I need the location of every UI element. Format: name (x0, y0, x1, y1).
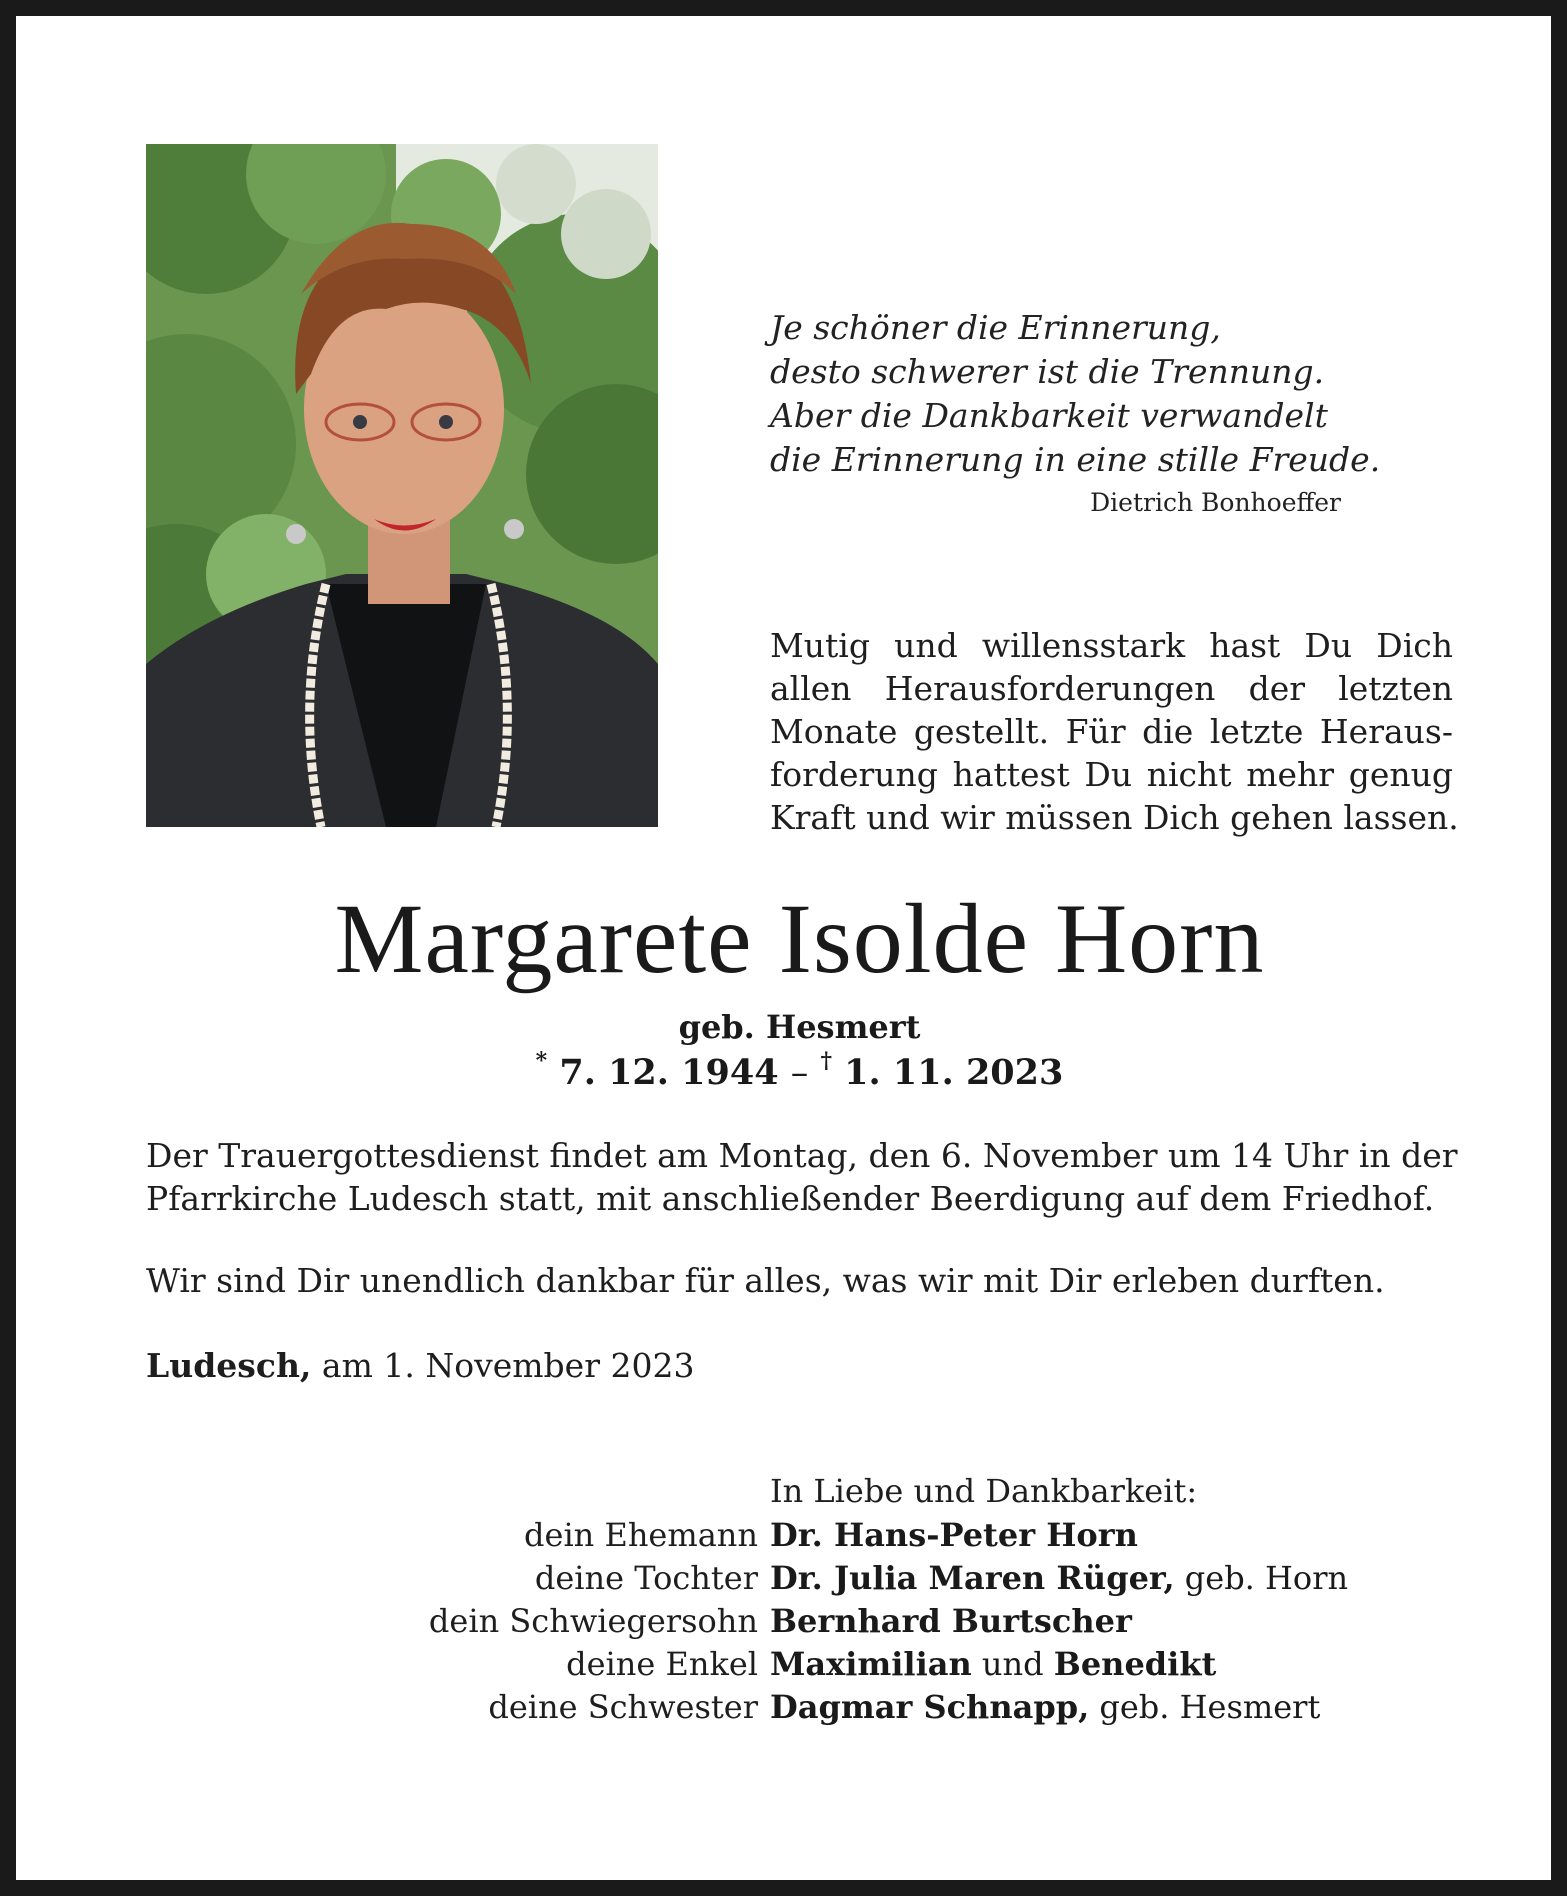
deceased-name: Margarete Isolde Horn (334, 883, 1265, 994)
mourner-name-group (770, 1688, 1320, 1726)
mourner-relation: deine Schwester (488, 1688, 758, 1726)
place-date-text: am 1. November 2023 (321, 1346, 695, 1385)
place-town: Ludesch, (146, 1346, 312, 1385)
mourner-relation: dein Ehemann (524, 1516, 758, 1554)
mourner-name-group (770, 1602, 1132, 1640)
quote-line: desto schwerer ist die Trennung. (770, 352, 1325, 391)
death-symbol: † (820, 1048, 832, 1074)
mourner-row (16, 1559, 1567, 1602)
mourner-row (16, 1688, 1567, 1731)
funeral-service-info (146, 1134, 1466, 1220)
mourner-suffix: geb. Hesmert (1099, 1688, 1321, 1726)
place-date (146, 1346, 694, 1385)
mourners-list (16, 1516, 1567, 1731)
memorial-quote (770, 306, 1381, 482)
mourner-name: Maximilian (770, 1645, 972, 1683)
mourner-relation: deine Tochter (534, 1559, 758, 1597)
tribute-line: forderung hattest Du nicht mehr genug (770, 755, 1453, 794)
mourner-name: Bernhard Burtscher (770, 1602, 1132, 1640)
mourner-suffix: geb. Horn (1184, 1559, 1349, 1597)
portrait-photo (146, 144, 658, 827)
mourner-name-group (770, 1645, 1216, 1683)
tribute-line: allen Herausforderungen der letzten (770, 669, 1453, 708)
mourner-row (16, 1645, 1567, 1688)
mourner-name-group (770, 1516, 1138, 1554)
mourner-relation: deine Enkel (566, 1645, 758, 1683)
closing-line: In Liebe und Dankbarkeit: (770, 1472, 1198, 1510)
date-separator: – (790, 1053, 809, 1093)
mourner-name: Dagmar Schnapp, (770, 1688, 1090, 1726)
death-date: 1. 11. 2023 (844, 1052, 1064, 1093)
mourner-row (16, 1602, 1567, 1645)
mourner-conjunction: und (981, 1645, 1044, 1683)
birth-symbol: * (535, 1048, 548, 1074)
quote-author: Dietrich Bonhoeffer (1090, 488, 1341, 517)
quote-line: die Erinnerung in eine stille Freude. (770, 440, 1381, 479)
tribute-line: Kraft und wir müssen Dich gehen lassen. (770, 798, 1459, 837)
maiden-name: geb. Hesmert (678, 1008, 921, 1046)
tribute-line: Mutig und willensstark hast Du Dich (770, 626, 1453, 665)
mourner-name-group (770, 1559, 1348, 1597)
mourner-name: Dr. Julia Maren Rüger, (770, 1559, 1175, 1597)
tribute-text (770, 624, 1459, 839)
quote-line: Je schöner die Erinnerung, (770, 308, 1221, 347)
life-dates (16, 1048, 1567, 1093)
service-line: Der Trauergottesdienst findet am Montag, den 6. November um 14 Uhr in der (146, 1136, 1458, 1175)
service-line: Pfarrkirche Ludesch statt, mit anschließender Beerdigung auf dem Friedhof. (146, 1179, 1435, 1218)
thanks-text: Wir sind Dir unendlich dankbar für alles, was wir mit Dir erleben durften. (146, 1261, 1385, 1300)
mourner-second-name: Benedikt (1053, 1645, 1217, 1683)
tribute-line: Monate gestellt. Für die letzte Heraus- (770, 712, 1453, 751)
mourner-relation: dein Schwiegersohn (428, 1602, 758, 1640)
mourner-name: Dr. Hans-Peter Horn (770, 1516, 1138, 1554)
quote-line: Aber die Dankbarkeit verwandelt (770, 396, 1328, 435)
birth-date: 7. 12. 1944 (559, 1052, 779, 1093)
mourner-row (16, 1516, 1567, 1559)
